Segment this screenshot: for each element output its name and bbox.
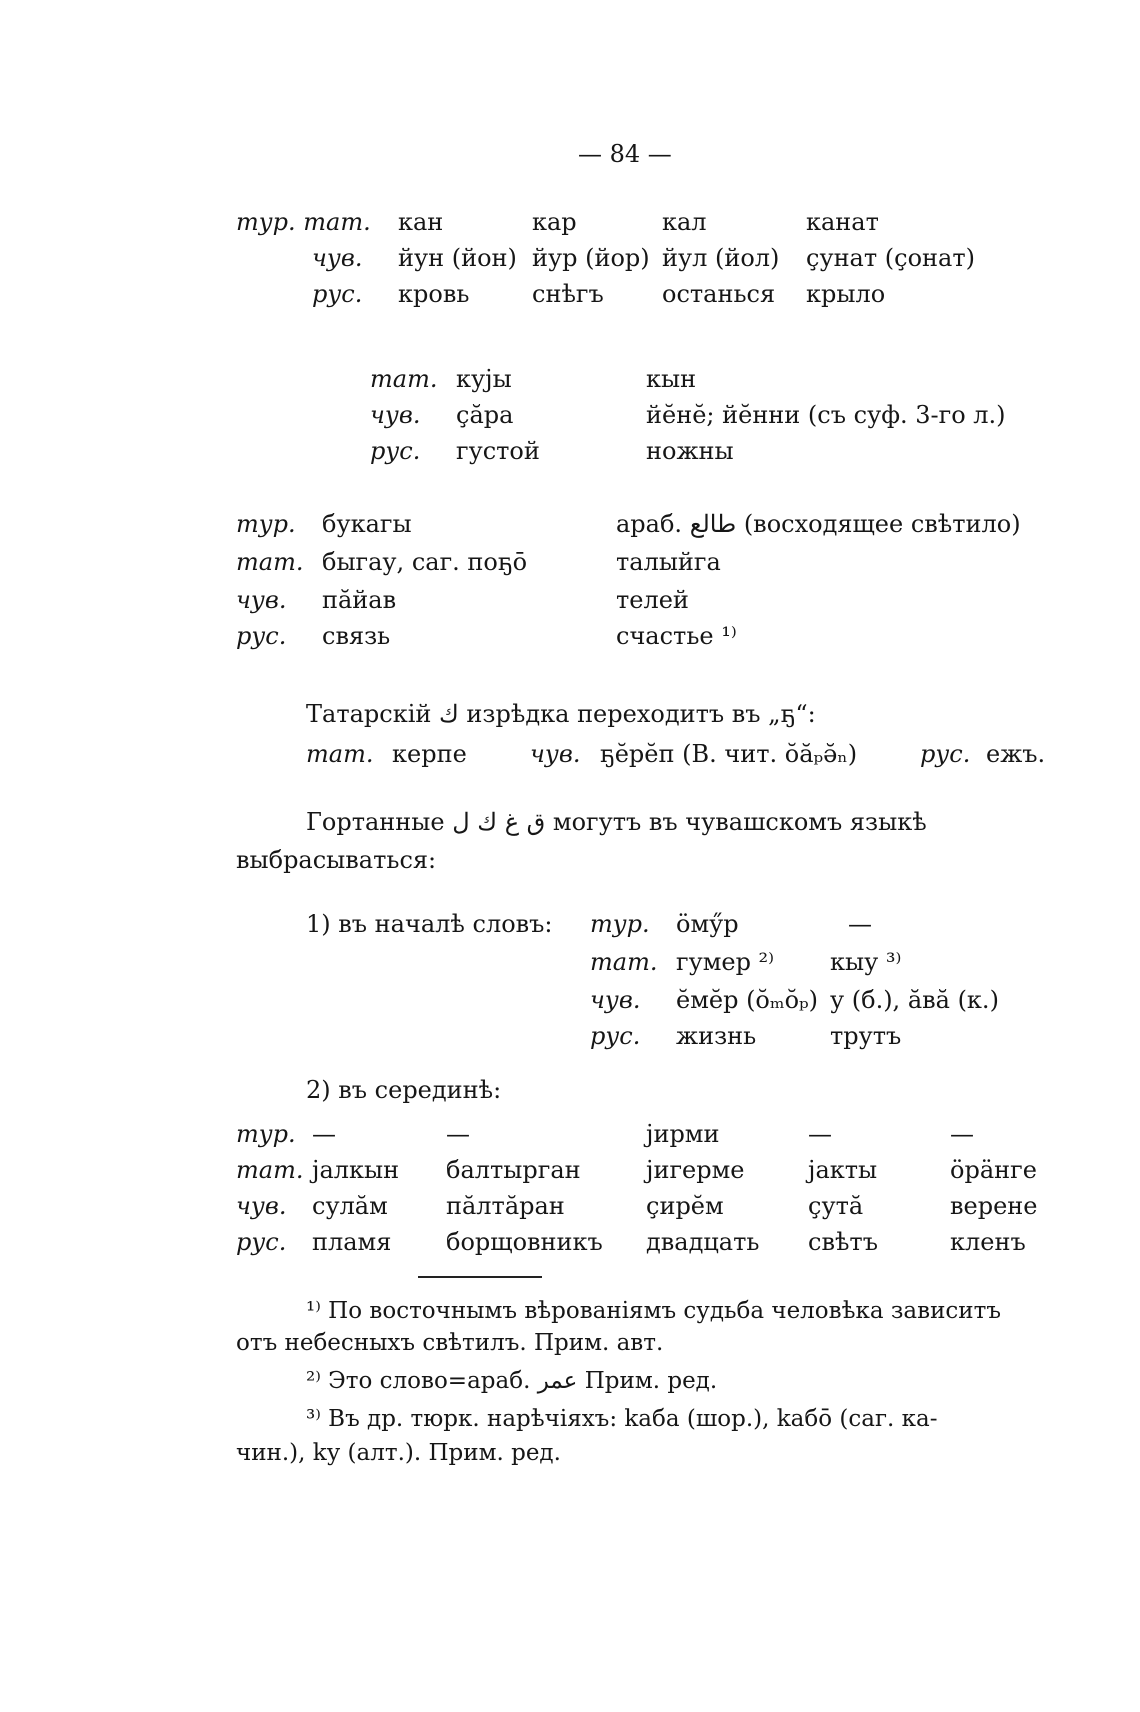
- lang-label: тур.: [236, 1120, 296, 1148]
- table-cell: букагы: [322, 510, 412, 538]
- lang-label: рус.: [312, 280, 363, 308]
- table-cell: счастье ¹⁾: [616, 622, 737, 650]
- lang-label: рус.: [370, 437, 421, 465]
- table-cell: кал: [662, 208, 707, 236]
- table-cell: кыу ³⁾: [830, 948, 902, 976]
- table-cell: жизнь: [676, 1022, 757, 1050]
- table-cell: çутă: [808, 1192, 864, 1220]
- table-cell: ножны: [646, 437, 734, 465]
- table-cell: çунат (çонат): [806, 244, 975, 272]
- table-cell: —: [312, 1120, 336, 1148]
- section-heading: 2) въ серединѣ:: [306, 1076, 502, 1104]
- footnote-3-cont: чин.), kу (алт.). Прим. ред.: [236, 1440, 561, 1466]
- footnote-1: ¹⁾ По восточнымъ вѣрованіямъ судьба человѣка зависитъ: [306, 1298, 1001, 1324]
- table-cell: гумер ²⁾: [676, 948, 775, 976]
- table-cell: канат: [806, 208, 879, 236]
- lang-label: рус.: [236, 1228, 287, 1256]
- table-cell: ĕмĕр (ŏₘŏₚ): [676, 986, 819, 1014]
- table-cell: араб. طالع (восходящее свѣтило): [616, 510, 1021, 538]
- table-cell: кленъ: [950, 1228, 1026, 1256]
- table-cell: jирми: [646, 1120, 720, 1148]
- table-cell: jигерме: [646, 1156, 745, 1184]
- lang-label: тур. тат.: [236, 208, 371, 236]
- table-cell: çирĕм: [646, 1192, 724, 1220]
- table-cell: —: [950, 1120, 974, 1148]
- example-word: ежъ.: [986, 740, 1046, 768]
- table-cell: свѣтъ: [808, 1228, 878, 1256]
- table-cell: пламя: [312, 1228, 392, 1256]
- table-cell: çăра: [456, 401, 514, 429]
- table-cell: jалкын: [312, 1156, 400, 1184]
- paragraph-gutturals: Гортанные ق غ ك ل могутъ въ чувашскомъ языкѣ: [306, 808, 927, 836]
- lang-label: чув.: [312, 244, 363, 272]
- table-cell: йĕнĕ; йĕнни (съ суф. 3-го л.): [646, 401, 1006, 429]
- lang-label: чув.: [590, 986, 641, 1014]
- lang-label: тур.: [236, 510, 296, 538]
- paragraph-gutturals-cont: выбрасываться:: [236, 846, 437, 874]
- table-cell: сулăм: [312, 1192, 388, 1220]
- table-cell: куjы: [456, 365, 512, 393]
- lang-label: рус.: [920, 740, 971, 768]
- section-heading: 1) въ началѣ словъ:: [306, 910, 553, 938]
- table-cell: кын: [646, 365, 697, 393]
- table-cell: снѣгъ: [532, 280, 604, 308]
- table-cell: йул (йол): [662, 244, 780, 272]
- table-cell: ӧмӳр: [676, 910, 739, 938]
- page-number: — 84 —: [578, 140, 672, 168]
- lang-label: тат.: [236, 1156, 304, 1184]
- footnote-3: ³⁾ Въ др. тюрк. нарѣчіяхъ: kaба (шор.), kабō (саг. ка-: [306, 1406, 938, 1432]
- table-cell: у (б.), ăвă (к.): [830, 986, 999, 1014]
- lang-label: тат.: [306, 740, 374, 768]
- table-cell: крыло: [806, 280, 886, 308]
- table-cell: кровь: [398, 280, 470, 308]
- lang-label: чув.: [236, 1192, 287, 1220]
- table-cell: —: [446, 1120, 470, 1148]
- table-cell: балтырган: [446, 1156, 581, 1184]
- table-cell: пăйав: [322, 586, 397, 614]
- table-cell: останься: [662, 280, 776, 308]
- table-cell: —: [848, 910, 872, 938]
- table-cell: талыйга: [616, 548, 721, 576]
- table-cell: ӧрӓнге: [950, 1156, 1037, 1184]
- table-cell: телей: [616, 586, 689, 614]
- table-cell: jакты: [808, 1156, 878, 1184]
- table-cell: двадцать: [646, 1228, 760, 1256]
- table-cell: йур (йор): [532, 244, 650, 272]
- table-cell: кар: [532, 208, 577, 236]
- table-cell: верене: [950, 1192, 1038, 1220]
- table-cell: —: [808, 1120, 832, 1148]
- example-word: ҕĕрĕп (В. чит. ŏăₚə̆ₙ): [600, 740, 858, 768]
- lang-label: рус.: [236, 622, 287, 650]
- table-cell: пăлтăран: [446, 1192, 565, 1220]
- table-cell: быгау, саг. поҕō: [322, 548, 528, 576]
- table-cell: густой: [456, 437, 540, 465]
- footnote-divider: [418, 1276, 542, 1278]
- footnote-2: ²⁾ Это слово=араб. عمر Прим. ред.: [306, 1368, 718, 1394]
- table-cell: связь: [322, 622, 391, 650]
- lang-label: чув.: [530, 740, 581, 768]
- paragraph-tatar-k: Татарскій ك изрѣдка переходитъ въ „ҕ“:: [306, 700, 816, 728]
- example-word: керпе: [392, 740, 467, 768]
- lang-label: тат.: [590, 948, 658, 976]
- lang-label: чув.: [236, 586, 287, 614]
- table-cell: трутъ: [830, 1022, 902, 1050]
- lang-label: тур.: [590, 910, 650, 938]
- table-cell: борщовникъ: [446, 1228, 603, 1256]
- lang-label: рус.: [590, 1022, 641, 1050]
- lang-label: тат.: [236, 548, 304, 576]
- lang-label: тат.: [370, 365, 438, 393]
- footnote-1-cont: отъ небесныхъ свѣтилъ. Прим. авт.: [236, 1330, 664, 1356]
- table-cell: йун (йон): [398, 244, 517, 272]
- table-cell: кан: [398, 208, 444, 236]
- lang-label: чув.: [370, 401, 421, 429]
